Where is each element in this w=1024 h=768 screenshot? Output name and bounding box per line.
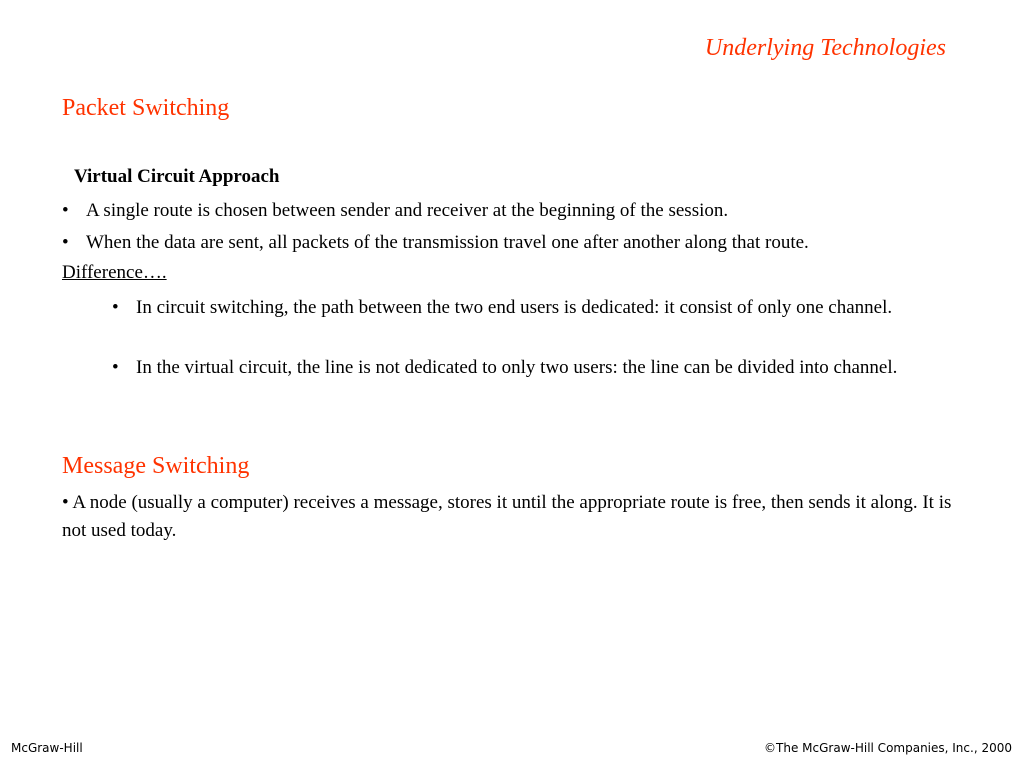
bullet-icon: • — [112, 297, 119, 318]
footer-publisher: McGraw-Hill — [11, 741, 83, 755]
bullet-icon: • — [62, 200, 69, 221]
difference-label: Difference…. — [62, 262, 167, 283]
bullet-text: In circuit switching, the path between the two end users is dedicated: it consist of only one channel. — [136, 297, 893, 318]
bullet-text: In the virtual circuit, the line is not dedicated to only two users: the line can be divided into channel. — [136, 357, 898, 378]
section-title-message-switching: Message Switching — [62, 453, 250, 479]
section-title-packet-switching: Packet Switching — [62, 95, 230, 121]
message-switching-body — [62, 489, 962, 545]
nested-bullet-item — [112, 294, 942, 322]
bullet-icon: • — [112, 357, 119, 378]
bullet-text: A node (usually a computer) receives a message, stores it until the appropriate route is free, then sends it along. It is not used today. — [62, 492, 952, 541]
slide-header-title: Underlying Technologies — [704, 35, 946, 61]
bullet-text: When the data are sent, all packets of the transmission travel one after another along that route. — [86, 232, 809, 253]
bullet-item — [62, 229, 809, 256]
nested-bullet-item — [112, 354, 942, 382]
bullet-item — [62, 197, 728, 224]
subheading-virtual-circuit: Virtual Circuit Approach — [74, 166, 280, 187]
footer-copyright: ©The McGraw-Hill Companies, Inc., 2000 — [764, 741, 1012, 755]
bullet-icon: • — [62, 492, 69, 513]
bullet-icon: • — [62, 232, 69, 253]
bullet-text: A single route is chosen between sender and receiver at the beginning of the session. — [86, 200, 729, 221]
